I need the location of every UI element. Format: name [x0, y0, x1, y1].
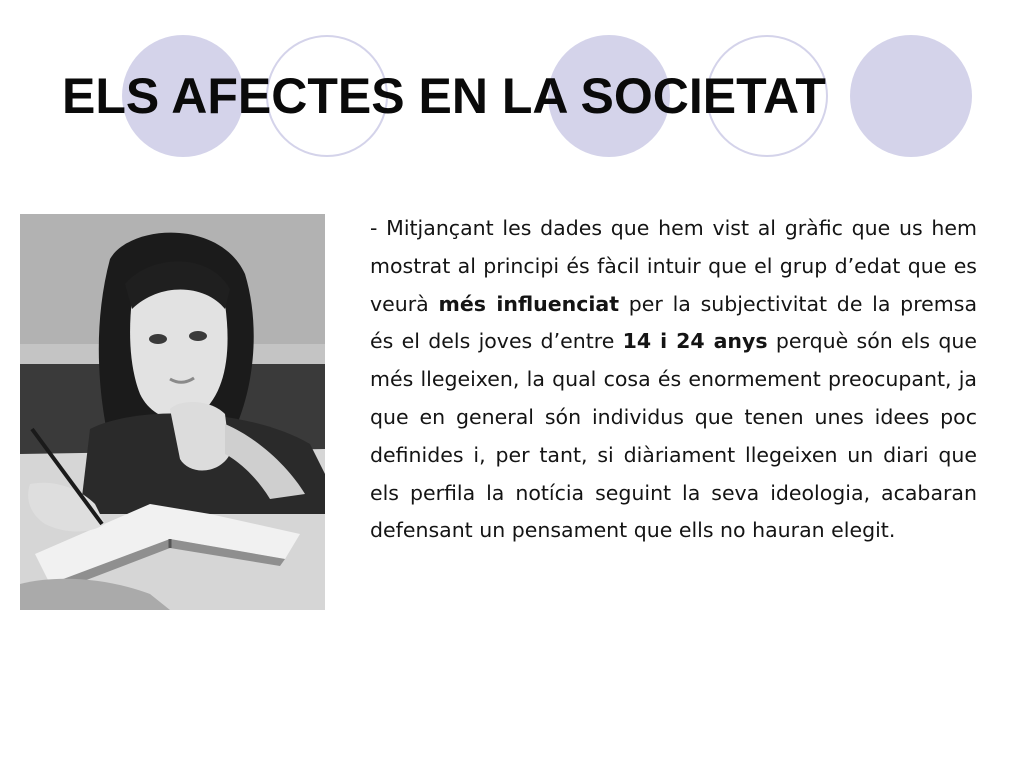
body-text-segment: per la subjectivitat de la premsa és el dels joves d’entre: [370, 291, 977, 354]
girl-writing-photo: [20, 214, 325, 610]
decorative-circle-filled: [850, 35, 972, 157]
body-text-segment: perquè són els que més llegeixen, la qual cosa és enormement preocupant, ja que en general són individus que tenen unes idees poc definides i, per tant, si diàriament llegeixen un diari que els perfila la notícia seguint la seva ideologia, acabaran defensant un pensament que ells no hauran elegit.: [370, 329, 978, 543]
body-paragraph: [370, 210, 977, 550]
body-text-segment: - Mitjançant les dades que hem vist al gràfic que us hem mostrat al principi és fàcil intuir que el grup d’edat que es veurà: [370, 216, 977, 316]
body-text-emphasis: 14 i 24 anys: [622, 329, 768, 354]
body-text-emphasis: més influenciat: [438, 291, 620, 316]
slide-title: ELS AFECTES EN LA SOCIETAT: [62, 68, 826, 124]
